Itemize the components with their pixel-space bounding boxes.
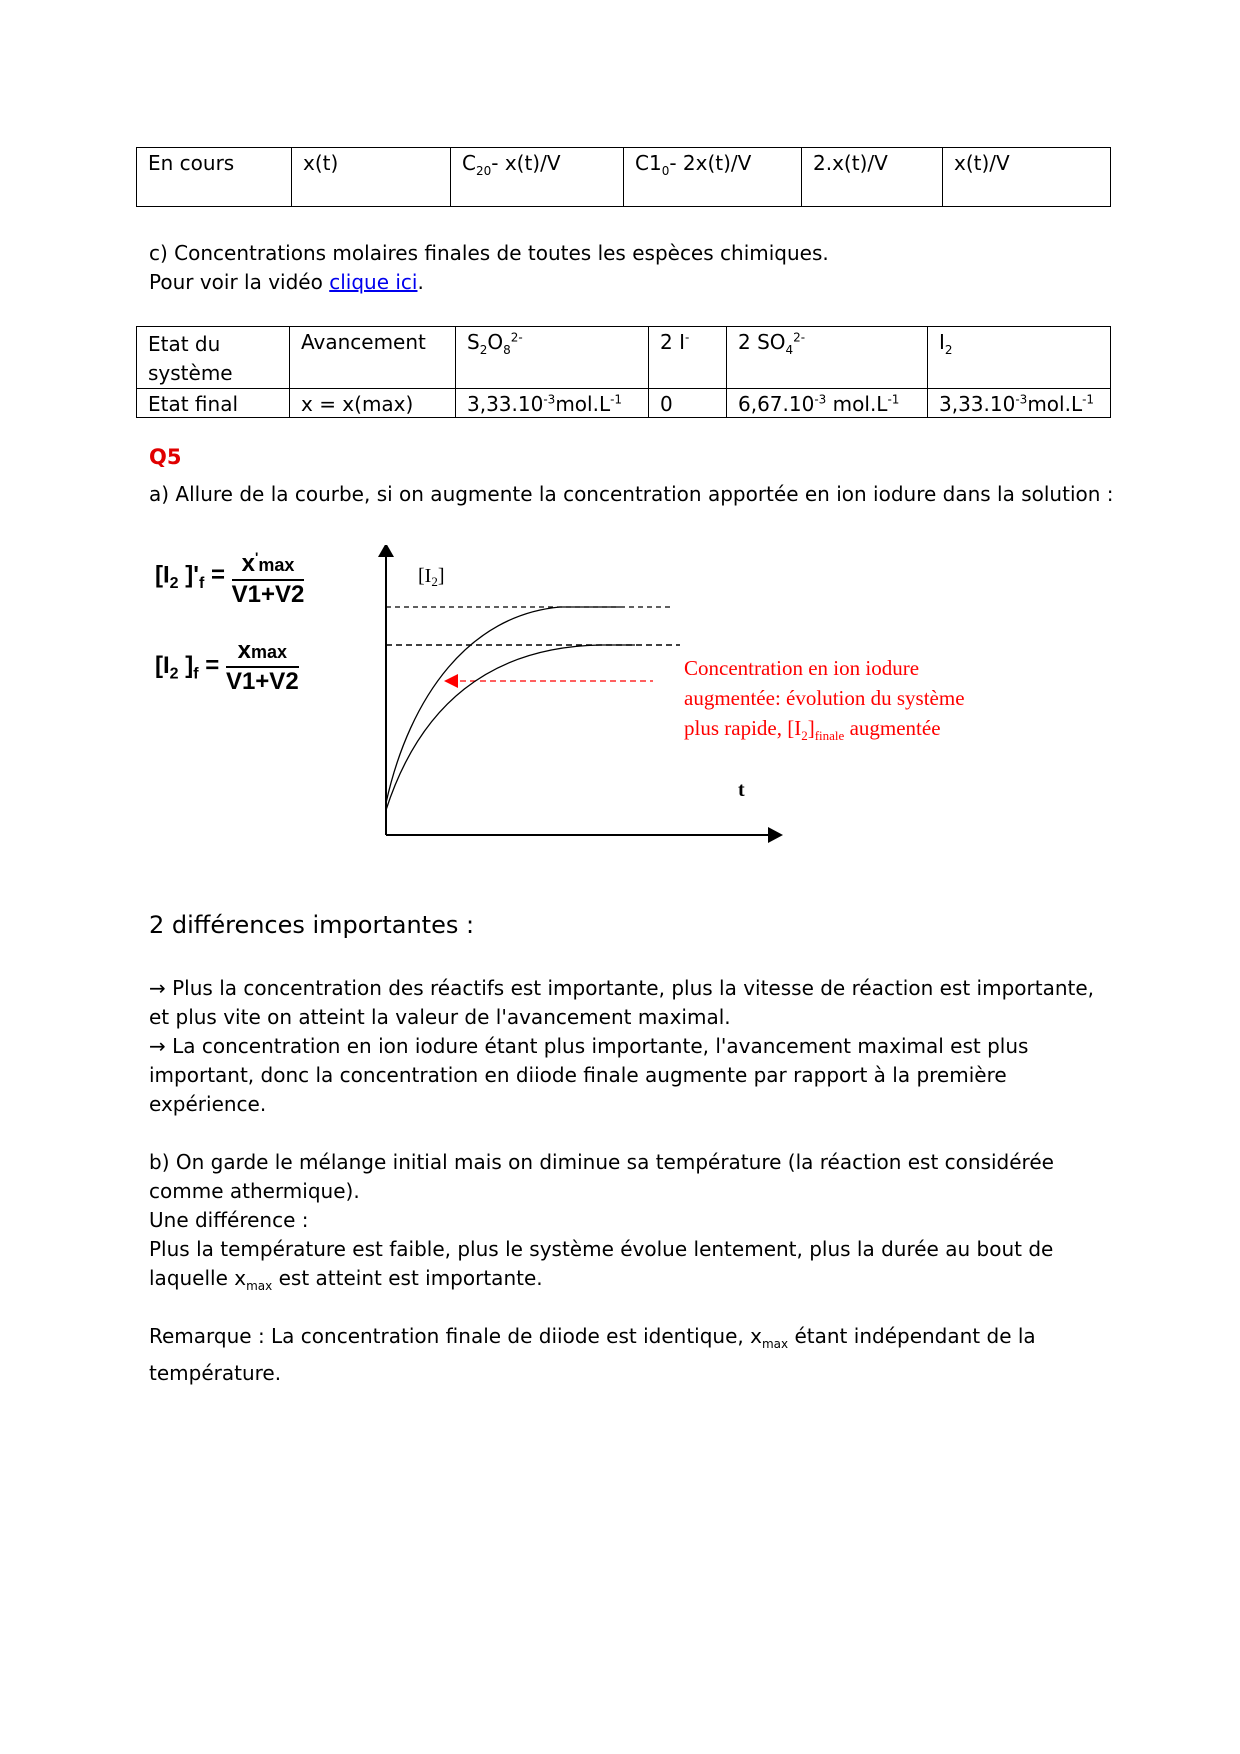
q5-a-text: a) Allure de la courbe, si on augmente la concentration apportée en ion iodure dans la solution : xyxy=(149,482,1114,506)
table-header: 2 $SO_4^{2-}$ xyxy=(727,327,928,389)
remark: Remarque : La concentration finale de diiode est identique, $x_{max}$ étant indépendant de la température. xyxy=(149,1324,1036,1385)
fraction: $\frac{x'\max}{V1+V2}$ xyxy=(232,543,305,609)
table-cell: Etat final xyxy=(137,389,290,418)
table-header: $I_2$ xyxy=(928,327,1111,389)
table-cell: $C1_0-$ 2x(t)/V xyxy=(624,148,802,207)
table-cell: $6,67.10^{-3}$ $mol.L^{-1}$ xyxy=(727,389,928,418)
differences-body xyxy=(149,974,1104,1119)
table-header: $S_2O_8^{2-}$ xyxy=(456,327,649,389)
y-axis-arrow xyxy=(378,545,394,557)
section-c-line: c) Concentrations molaires finales de toutes les espèces chimiques. xyxy=(149,241,829,265)
table-cell: $3,33.10^{-3}mol.L^{-1}$ xyxy=(928,389,1111,418)
section-b-text: Une différence : xyxy=(149,1208,309,1232)
arrow-icon: → xyxy=(149,976,166,1000)
curve-initial xyxy=(386,645,635,810)
table-header: Etat du système xyxy=(137,327,290,389)
fraction: $\frac{xmax}{V1+V2}$ xyxy=(225,637,299,695)
progress-table xyxy=(136,147,1111,207)
table-row xyxy=(137,389,1111,418)
annotation-line: Concentration en ion iodure xyxy=(684,656,920,680)
table-cell: $C_{20}-$ x(t)/V xyxy=(451,148,624,207)
table-cell: x = x(max) xyxy=(290,389,456,418)
x-axis-arrow xyxy=(768,827,783,843)
table-cell: En cours xyxy=(137,148,292,207)
annotation-line: plus rapide, $[I_2]_{finale}$ augmentée xyxy=(684,716,941,744)
table-header: 2 I- xyxy=(649,327,727,389)
formula-final: [$I_2$ ]$_f$ = $\frac{xmax}{V1+V2}$ xyxy=(155,637,299,695)
arrow-icon: → xyxy=(149,1034,166,1058)
section-b-text: b) On garde le mélange initial mais on diminue sa température (la réaction est considérée comme athermique). xyxy=(149,1150,1054,1203)
section-b-text: Plus la température est faible, plus le système évolue lentement, plus la durée au bout de laquelle $x_{max}$ est atteint est importante. xyxy=(149,1237,1054,1293)
table-row xyxy=(137,327,1111,389)
q5-label: Q5 xyxy=(149,445,182,469)
table-cell: $3,33.10^{-3}mol.L^{-1}$ xyxy=(456,389,649,418)
difference-item: → La concentration en ion iodure étant plus importante, l'avancement maximal est plus important, donc la concentration en diiode finale augmente par rapport à la première expérience. xyxy=(149,1034,1029,1116)
section-c xyxy=(149,239,1129,297)
differences-heading: 2 différences importantes : xyxy=(149,911,475,939)
difference-item: → Plus la concentration des réactifs est importante, plus la vitesse de réaction est importante, et plus vite on atteint la valeur de l'avancement maximal. xyxy=(149,976,1094,1029)
table-cell: 2.x(t)/V xyxy=(802,148,943,207)
video-line xyxy=(149,268,1129,297)
table-cell: x(t) xyxy=(292,148,451,207)
video-prefix: Pour voir la vidéo xyxy=(149,270,330,294)
table-header: Avancement xyxy=(290,327,456,389)
video-suffix: . xyxy=(417,270,424,294)
table-cell: 0 xyxy=(649,389,727,418)
formula-final-prime: [$I_2$ ]'$_f$ = $\frac{x'\max}{V1+V2}$ xyxy=(155,543,304,609)
annotation-line: augmentée: évolution du système xyxy=(684,686,965,710)
final-state-table xyxy=(136,326,1111,418)
red-arrowhead xyxy=(444,674,458,688)
y-axis-label: $[I_2]$ xyxy=(418,565,445,589)
section-b xyxy=(149,1148,1109,1301)
x-axis-label: t xyxy=(738,779,745,801)
table-row xyxy=(137,148,1111,207)
curve-increased-iodide xyxy=(386,607,620,803)
graph-annotation xyxy=(684,653,965,751)
table-cell: x(t)/V xyxy=(943,148,1111,207)
video-link[interactable]: clique ici xyxy=(329,270,418,294)
